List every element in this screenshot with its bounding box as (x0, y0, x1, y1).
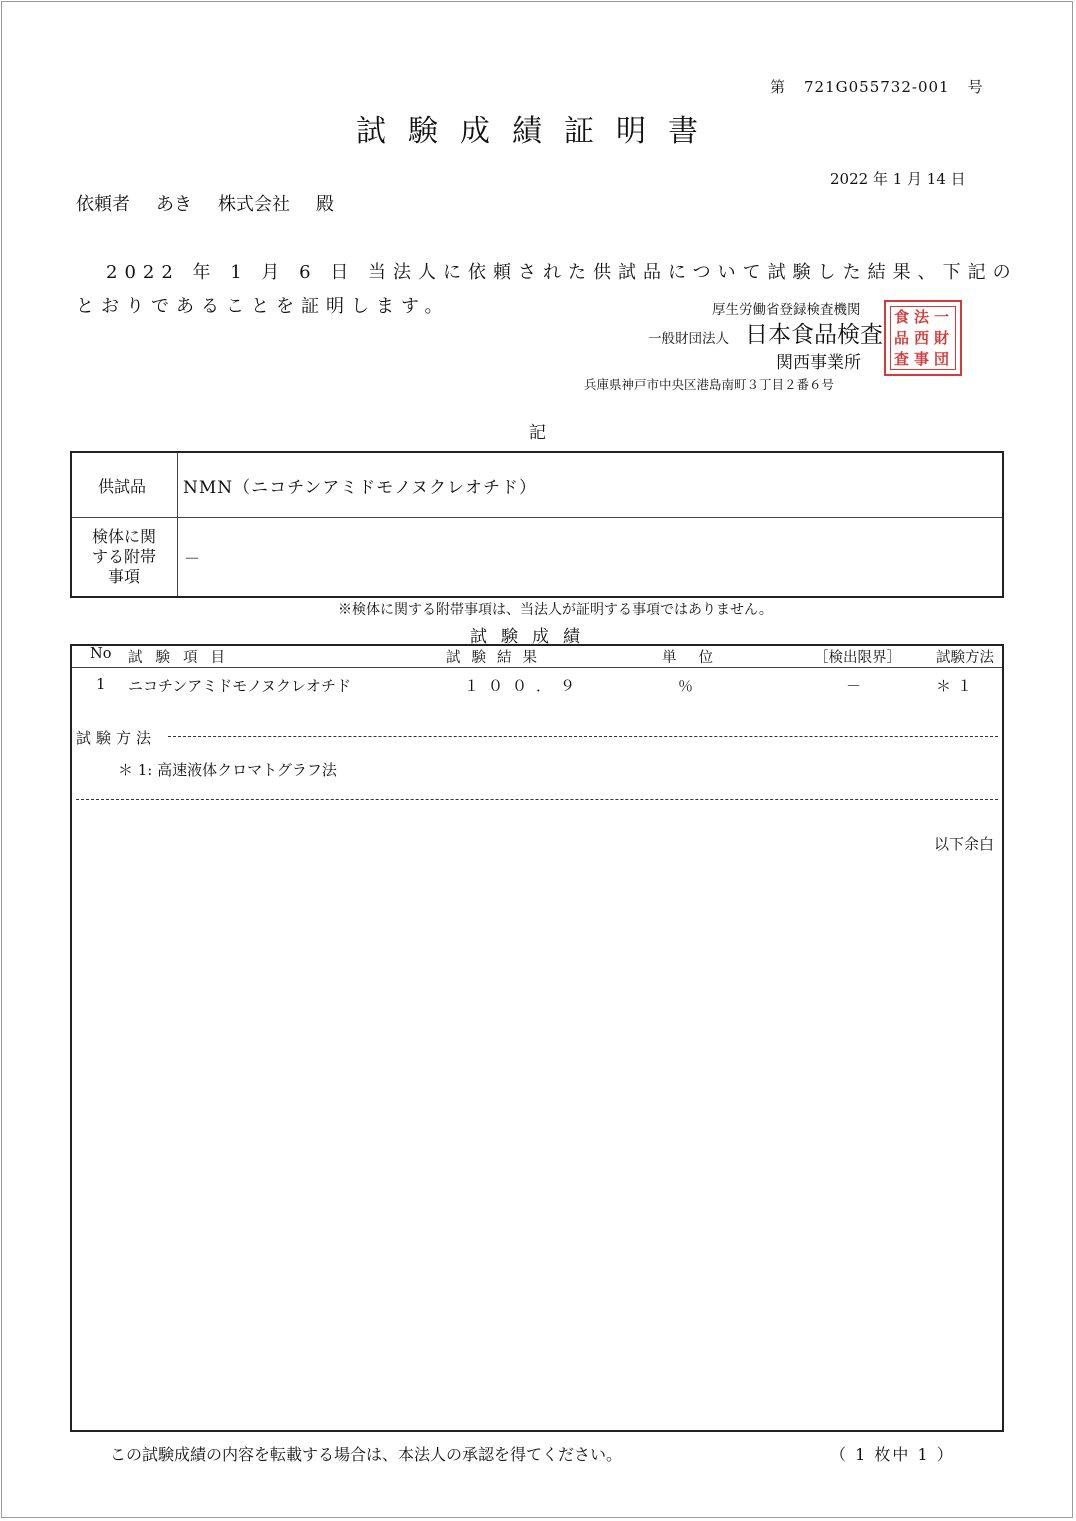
sample-value: NMN（ニコチンアミドモノヌクレオチド） (183, 478, 537, 498)
seal-glyph: 食 (894, 308, 910, 326)
header-method: 試験方法 (936, 650, 994, 666)
seal-glyph: 品 (894, 329, 910, 347)
requester-label: 依頼者 (76, 194, 130, 215)
header-result: 試験結果 (446, 650, 548, 666)
requester (76, 190, 334, 216)
issuer-address: 兵庫県神戸市中央区港島南町３丁目２番６号 (584, 377, 835, 392)
body-text-line-1: 2022 年 1 月 6 日 当法人に依頼された供試品について試験した結果、下記の (106, 262, 1018, 283)
seal-glyph: 西 (914, 329, 930, 347)
row-limit: － (846, 677, 862, 695)
body-text-line-2: とおりであることを証明します。 (76, 296, 450, 317)
row-method: ＊１ (936, 677, 979, 695)
seal-glyph: 事 (914, 350, 930, 368)
sample-notes-label: 検体に関する附帯事項 (91, 527, 156, 586)
row-no: 1 (96, 675, 106, 693)
issue-date: 2022 年 1 月 14 日 (830, 170, 966, 188)
issuer-org-type: 一般財団法人 (648, 331, 729, 347)
certificate-number-suffix: 号 (967, 78, 984, 96)
row-result: １００．９ (464, 677, 585, 695)
certificate-number-prefix: 第 (770, 78, 787, 96)
certificate-number (770, 76, 984, 97)
sample-notes-value: － (184, 549, 201, 568)
ki-heading: 記 (529, 423, 546, 443)
sample-table-row-divider (72, 517, 1002, 518)
dashed-separator (76, 799, 998, 800)
header-unit: 単位 (662, 650, 735, 666)
seal-glyph: 財 (934, 329, 950, 347)
footer-note: この試験成績の内容を転載する場合は、本法人の承認を得てください。 (110, 1445, 623, 1464)
sample-table-column-divider (177, 453, 178, 596)
seal-glyph: 団 (934, 350, 950, 368)
dashed-separator (168, 736, 998, 737)
certificate-number-value: 721G055732-001 (804, 78, 950, 96)
issuer-registration: 厚生労働省登録検査機関 (712, 302, 861, 318)
header-item: 試験項目 (128, 650, 238, 666)
requester-honorific: 殿 (316, 194, 334, 215)
seal-glyph: 査 (894, 350, 910, 368)
row-unit: ％ (678, 677, 694, 695)
sample-disclaimer: ※検体に関する附帯事項は、当法人が証明する事項ではありません。 (338, 602, 773, 618)
official-seal-stamp (884, 300, 962, 376)
document-title: 試験成績証明書 (356, 114, 720, 149)
sample-label: 供試品 (98, 477, 147, 496)
header-limit: ［検出限界］ (814, 650, 901, 666)
requester-name: あき (156, 194, 192, 215)
test-method-item: ＊ 1: 高速液体クロマトグラフ法 (118, 761, 337, 779)
seal-glyph: 法 (914, 308, 930, 326)
seal-glyph: 一 (934, 308, 950, 326)
results-title: 試験成績 (470, 627, 594, 647)
header-no: No (90, 646, 112, 662)
row-item: ニコチンアミドモノヌクレオチド (128, 677, 352, 695)
requester-company: 株式会社 (218, 194, 290, 215)
issuer-org-name: 日本食品検査 (745, 322, 883, 348)
results-header-divider (72, 667, 1002, 668)
page-indicator: （ 1 枚中 1 ） (830, 1445, 955, 1464)
test-method-label: 試験方法 (76, 729, 157, 747)
issuer-branch: 関西事業所 (776, 353, 861, 373)
end-mark: 以下余白 (934, 835, 995, 853)
